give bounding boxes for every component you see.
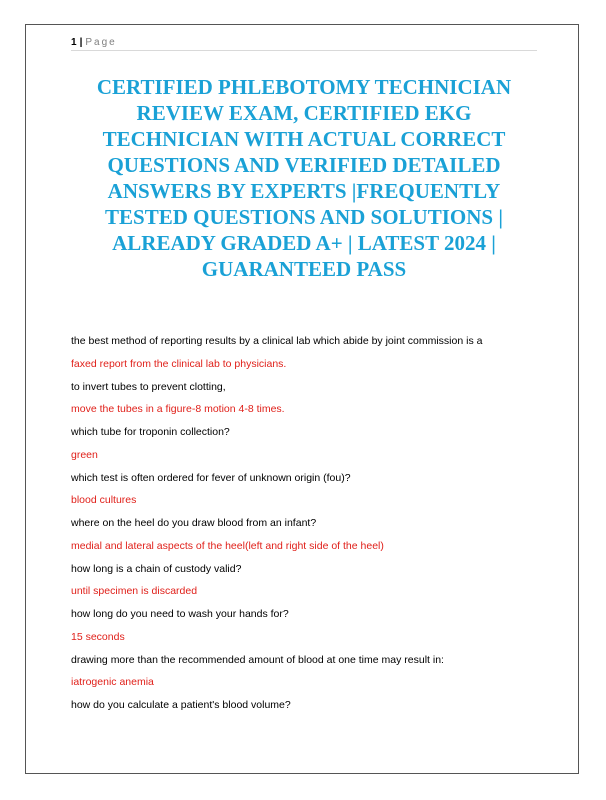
answer-text: blood cultures [71,494,137,507]
answer-text: move the tubes in a figure-8 motion 4-8 times. [71,403,285,416]
question-text: to invert tubes to prevent clotting, [71,380,226,393]
question-text: drawing more than the recommended amount of blood at one time may result in: [71,653,444,666]
question-text: how do you calculate a patient's blood volume? [71,699,291,711]
page-header [71,36,537,51]
answer-text: green [71,448,98,461]
question-text: which tube for troponin collection? [71,426,230,438]
question-text: where on the heel do you draw blood from an infant? [71,517,317,529]
question-text: which test is often ordered for fever of unknown origin (fou)? [71,471,351,484]
document-title: CERTIFIED PHLEBOTOMY TECHNICIAN REVIEW EXAM, CERTIFIED EKG TECHNICIAN WITH ACTUAL CORRECT QUESTIONS AND VERIFIED DETAILED ANSWERS BY EXPERTS |FREQUENTLY TESTED QUESTIONS AND SOLUTIONS | ALREADY GRADED A+ | LATEST 2024 | GUARANTEED PASS [96,75,512,281]
answer-text: medial and lateral aspects of the heel(left and right side of the heel) [71,539,384,552]
question-text: how long do you need to wash your hands for? [71,608,289,620]
answer-text: iatrogenic anemia [71,676,154,689]
answer-text: 15 seconds [71,630,125,643]
qa-list [71,330,551,717]
page-separator: | [79,37,83,48]
question-text: how long is a chain of custody valid? [71,562,242,575]
question-text: the best method of reporting results by a clinical lab which abide by joint commission is a [71,335,483,347]
page-word: Page [85,37,117,48]
answer-text: until specimen is discarded [71,585,198,598]
page-number: 1 [71,37,77,48]
answer-text: faxed report from the clinical lab to physicians. [71,357,287,370]
